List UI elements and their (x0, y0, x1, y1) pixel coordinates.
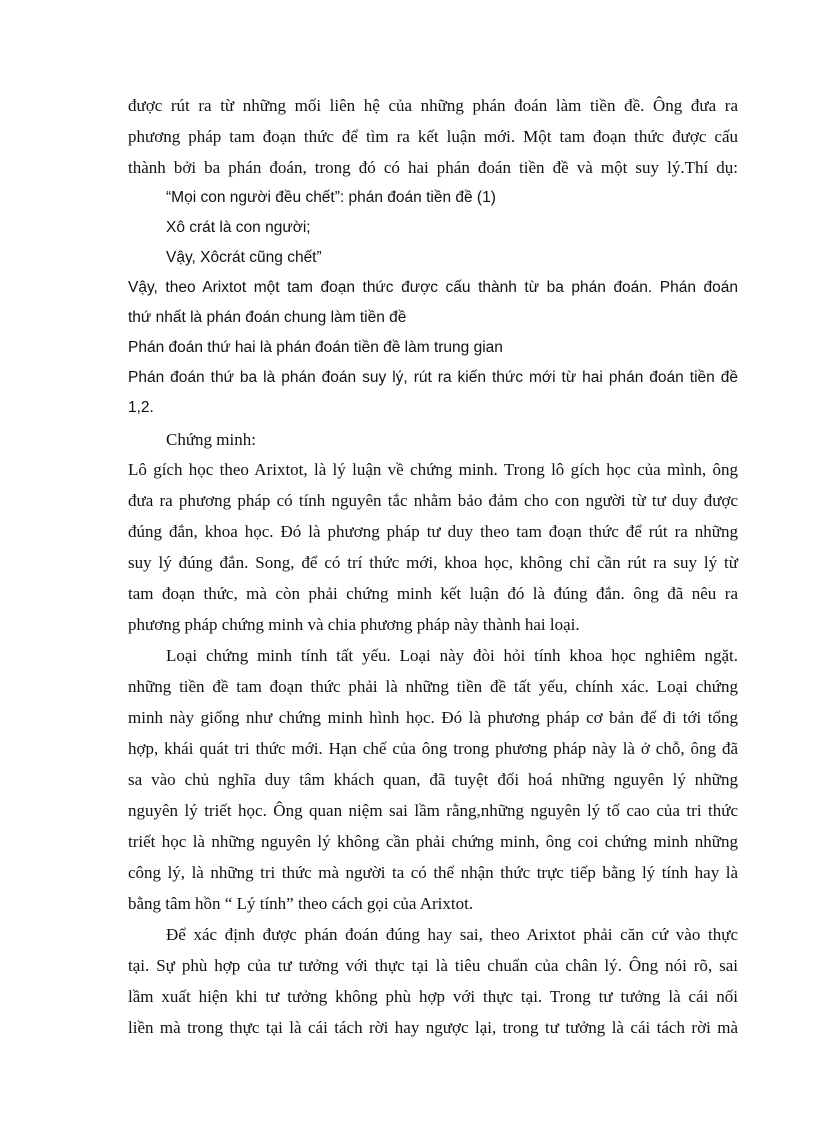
text-line: sa vào chủ nghĩa duy tâm khách quan, đã tuyệt đối hoá những nguyên lý những (128, 770, 738, 789)
text-line: phương pháp tam đoạn thức để tìm ra kết luận mới. Một tam đoạn thức được cấu (128, 127, 738, 146)
text-line: Vậy, Xôcrát cũng chết” (166, 249, 322, 266)
text-line: Lô gích học theo Arixtot, là lý luận về chứng minh. Trong lô gích học của mình, ông (128, 460, 738, 479)
text-line: Vậy, theo Arixtot một tam đoạn thức được cấu thành từ ba phán đoán. Phán đoán (128, 279, 738, 296)
text-line: Phán đoán thứ ba là phán đoán suy lý, rút ra kiến thức mới từ hai phán đoán tiền đề (128, 369, 738, 386)
text-line: đưa ra phương pháp có tính nguyên tắc nhằm bảo đảm cho con người từ tư duy được (128, 491, 738, 510)
text-line: hợp, khái quát tri thức mới. Hạn chế của ông trong phương pháp này là ở chỗ, ông đã (128, 739, 738, 758)
text-line: lầm xuất hiện khi tư tưởng không phù hợp với thực tại. Trong tư tưởng là cái nối (128, 987, 738, 1006)
text-line: tại. Sự phù hợp của tư tưởng với thực tại là tiêu chuẩn của chân lý. Ông nói rõ, sai (128, 956, 738, 975)
text-line: bằng tâm hồn “ Lý tính” theo cách gọi của Arixtot. (128, 894, 474, 913)
text-line: liền mà trong thực tại là cái tách rời hay ngược lại, trong tư tưởng là cái tách rời mà (128, 1018, 738, 1037)
text-line: minh này giống như chứng minh hình học. Đó là phương pháp cơ bản để đi tới tổng (128, 708, 738, 727)
text-line: nguyên lý triết học. Ông quan niệm sai lầm rằng,những nguyên lý tố cao của tri thức (128, 801, 738, 820)
text-line: công lý, là những tri thức mà người ta có thể nhận thức trực tiếp bằng lý tính hay là (128, 863, 738, 882)
text-line: Xô crát là con người; (166, 219, 311, 236)
text-line: suy lý đúng đắn. Song, để có trí thức mới, khoa học, không chỉ cần rút ra suy lý từ (128, 553, 738, 572)
text-line: Chứng minh: (166, 430, 256, 449)
text-line: Loại chứng minh tính tất yếu. Loại này đòi hỏi tính khoa học nghiêm ngặt. (166, 646, 738, 665)
text-line: thành bởi ba phán đoán, trong đó có hai phán đoán tiền đề và một suy lý.Thí dụ: (128, 158, 738, 177)
text-line: được rút ra từ những mối liên hệ của những phán đoán làm tiền đề. Ông đưa ra (128, 96, 738, 115)
text-line: 1,2. (128, 399, 154, 416)
text-line: “Mọi con người đều chết”: phán đoán tiền đề (1) (166, 189, 496, 206)
text-line: Để xác định được phán đoán đúng hay sai, theo Arixtot phải căn cứ vào thực (166, 925, 738, 944)
text-line: thứ nhất là phán đoán chung làm tiền đề (128, 309, 407, 326)
text-line: những tiền đề tam đoạn thức phải là những tiền đề tất yếu, chính xác. Loại chứng (128, 677, 738, 696)
text-line: phương pháp chứng minh và chia phương pháp này thành hai loại. (128, 615, 580, 634)
text-line: Phán đoán thứ hai là phán đoán tiền đề làm trung gian (128, 339, 503, 356)
text-line: triết học là những nguyên lý không cần phải chứng minh, ông coi chứng minh những (128, 832, 738, 851)
text-line: tam đoạn thức, mà còn phải chứng minh kết luận đó là đúng đắn. ông đã nêu ra (128, 584, 738, 603)
text-line: đúng đắn, khoa học. Đó là phương pháp tư duy theo tam đoạn thức để rút ra những (128, 522, 738, 541)
